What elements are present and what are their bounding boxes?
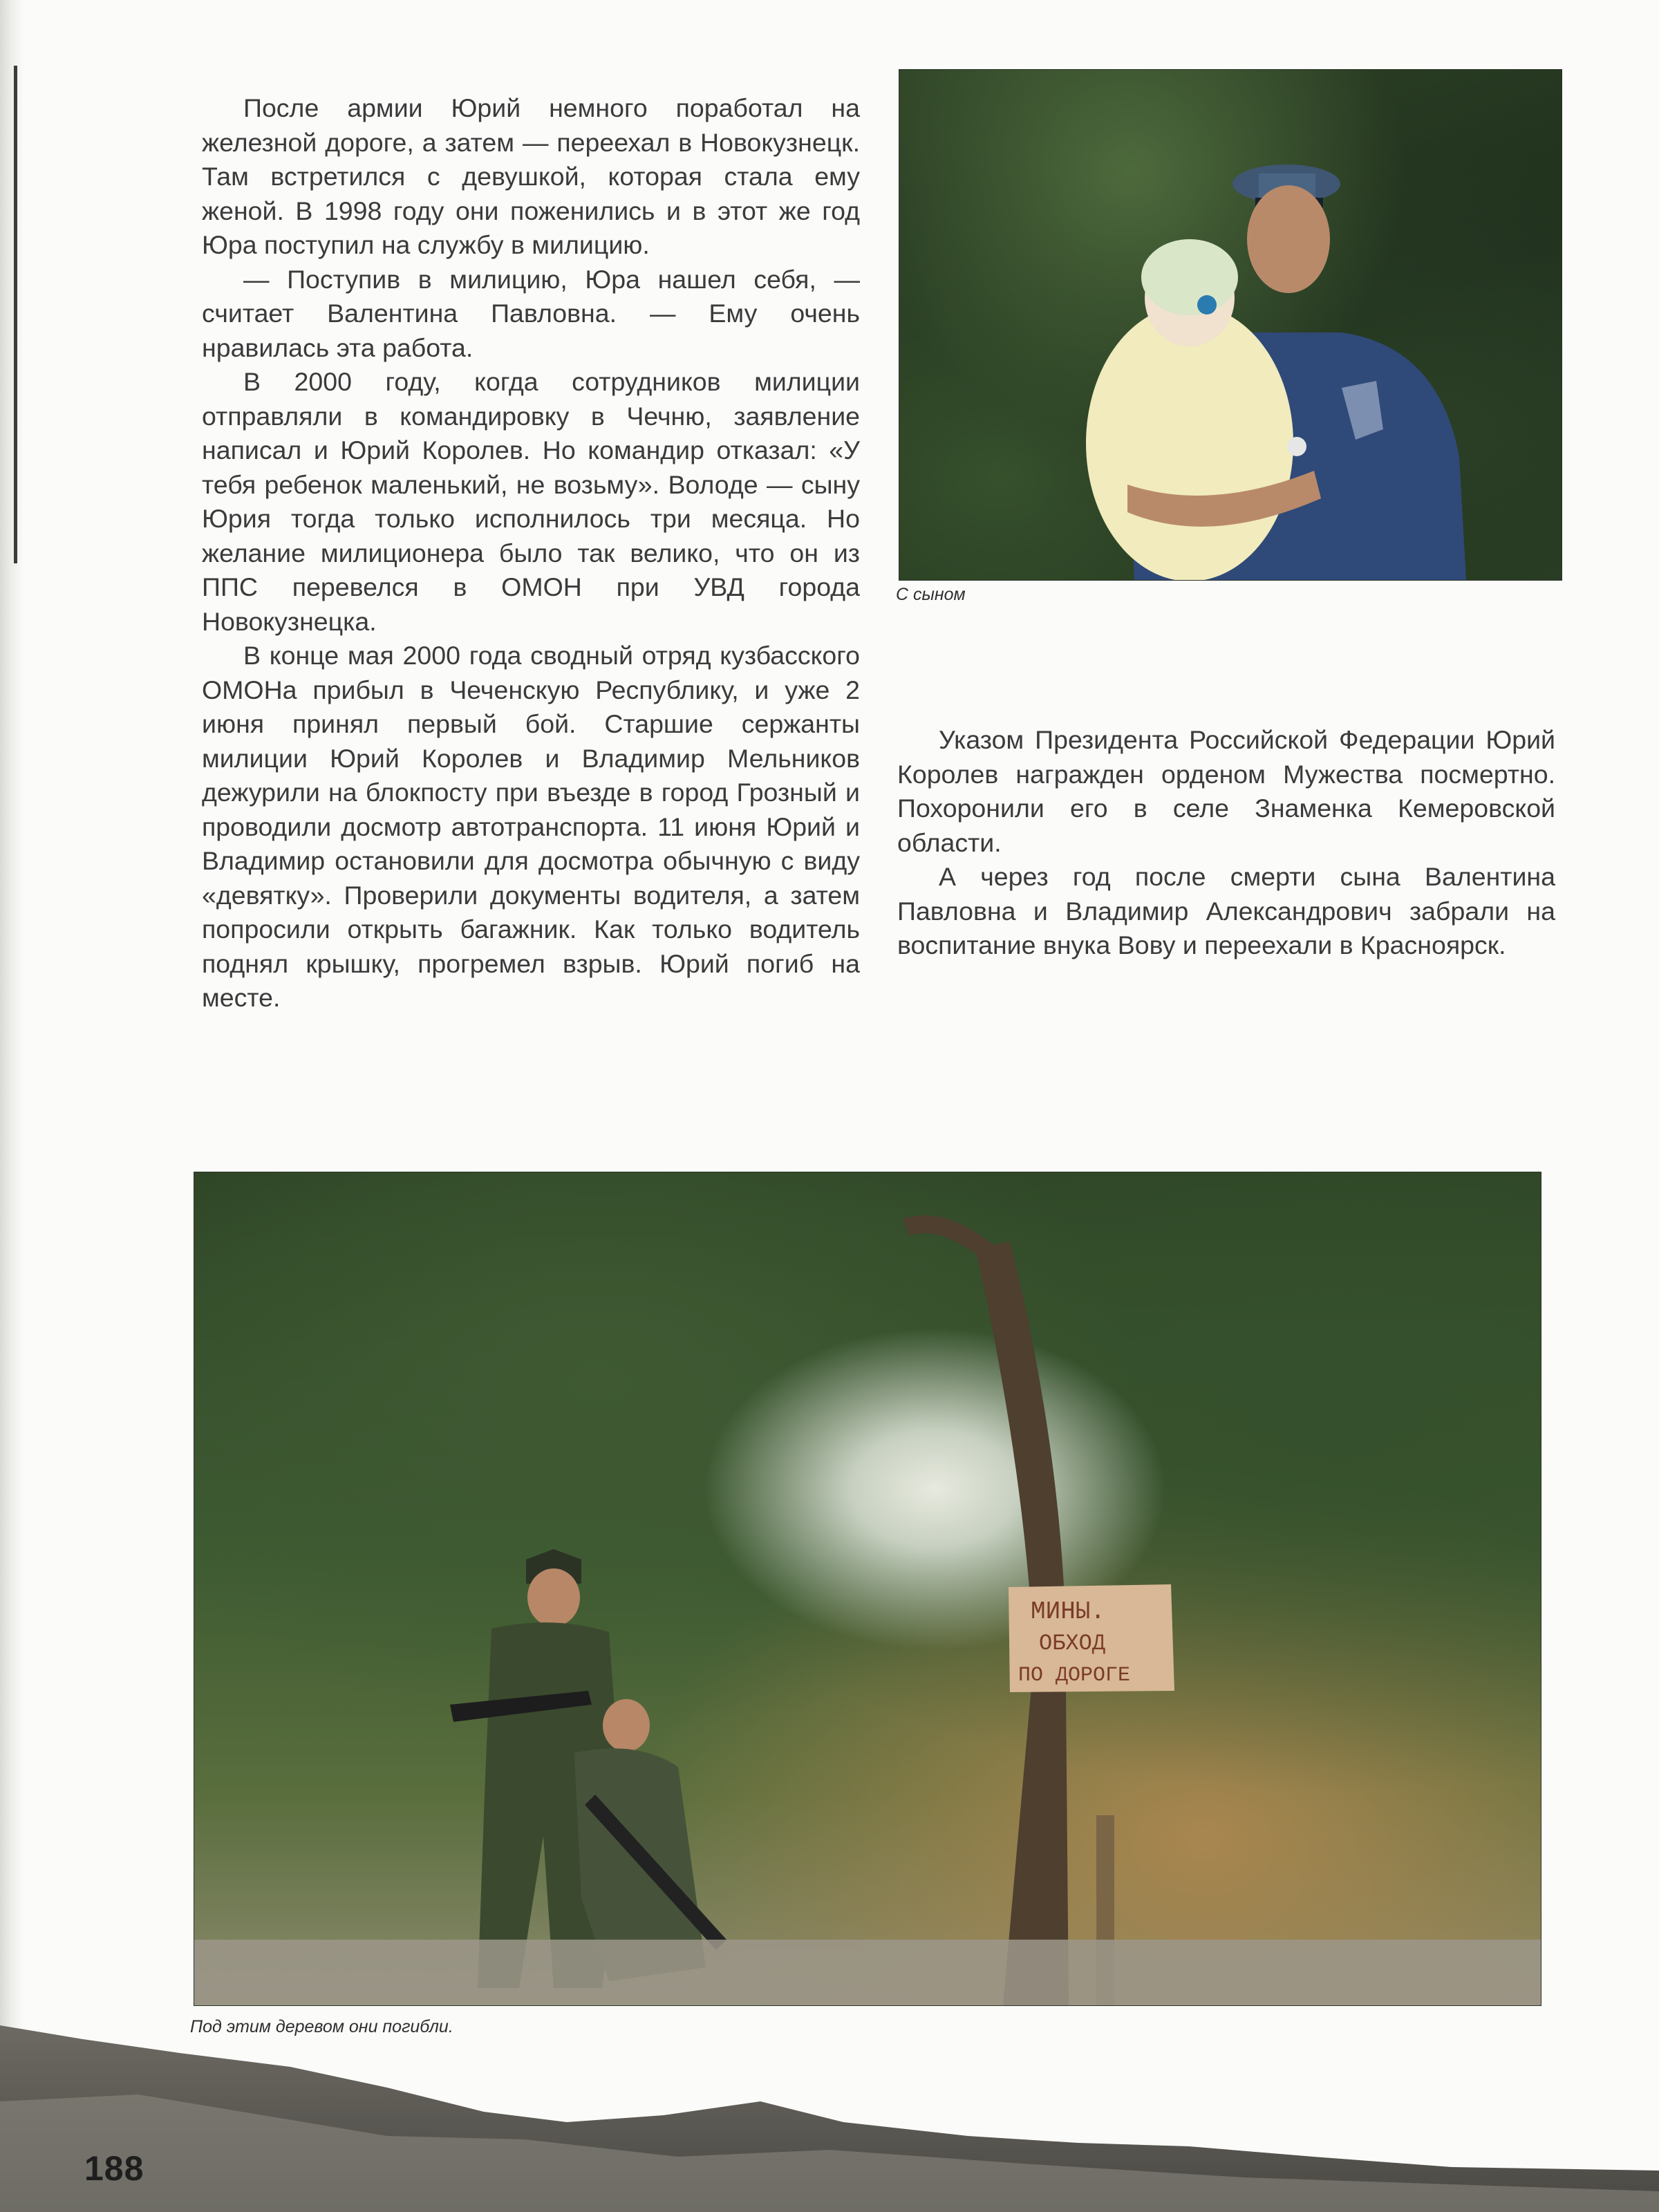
page-spine-shadow xyxy=(0,0,24,2212)
photo-under-tree xyxy=(194,1172,1541,2006)
photo-with-son xyxy=(899,69,1562,581)
right-text-column xyxy=(897,723,1555,963)
sign-line: ОБХОД xyxy=(1039,1631,1106,1656)
photo-caption: С сыном xyxy=(896,585,966,604)
paragraph: После армии Юрий немного поработал на железной дороге, а затем — переехал в Новокузнецк. Там встретился с девушкой, которая стала ему женой. В 1998 году они поженились и в этот же год Юра поступил на службу в милицию. xyxy=(202,93,860,259)
page-number: 188 xyxy=(84,2149,144,2188)
mountain-silhouette xyxy=(0,2018,1659,2212)
paragraph: Указом Президента Российской Федерации Юрий Королев награжден орденом Мужества посмертно. Похоронили его в селе Знаменка Кемеровской области. xyxy=(897,725,1555,857)
paragraph: В 2000 году, когда сотрудников милиции отправляли в командировку в Чечню, заявление написал и Юрий Королев. Но командир отказал: «У тебя ребенок маленький, не возьму». Володе — сыну Юрия тогда только исполнилось три месяца. Но желание милиционера было так велико, что он из ППС перевелся в ОМОН при УВД города Новокузнецка. xyxy=(202,367,860,636)
paragraph: А через год после смерти сына Валентина Павловна и Владимир Александрович забрали на воспитание внука Вову и переехали в Красноярск. xyxy=(897,862,1555,959)
paragraph: — Поступив в милицию, Юра нашел себя, — считает Валентина Павловна. — Ему очень нравилась эта работа. xyxy=(202,264,860,362)
left-text-column xyxy=(202,91,860,1015)
mine-warning-sign xyxy=(1009,1584,1174,1692)
photo-caption: Под этим деревом они погибли. xyxy=(190,2017,453,2036)
binding-edge xyxy=(14,66,17,563)
sign-line: МИНЫ. xyxy=(1031,1597,1106,1626)
photo-under-tree-illustration xyxy=(194,1172,1541,2005)
paragraph: В конце мая 2000 года сводный отряд кузбасского ОМОНа прибыл в Чеченскую Республику, и уже 2 июня принял первый бой. Старшие сержанты милиции Юрий Королев и Владимир Мельников дежурили на блокпосту при въезде в город Грозный и проводили досмотр автотранспорта. 11 июня Юрий и Владимир остановили для досмотра обычную с виду «девятку». Проверили документы водителя, а затем попросили открыть багажник. Как только водитель поднял крышку, прогремел взрыв. Юрий погиб на месте. xyxy=(202,641,860,1012)
photo-with-son-illustration xyxy=(899,70,1562,580)
sign-line: ПО ДОРОГЕ xyxy=(1018,1664,1131,1687)
